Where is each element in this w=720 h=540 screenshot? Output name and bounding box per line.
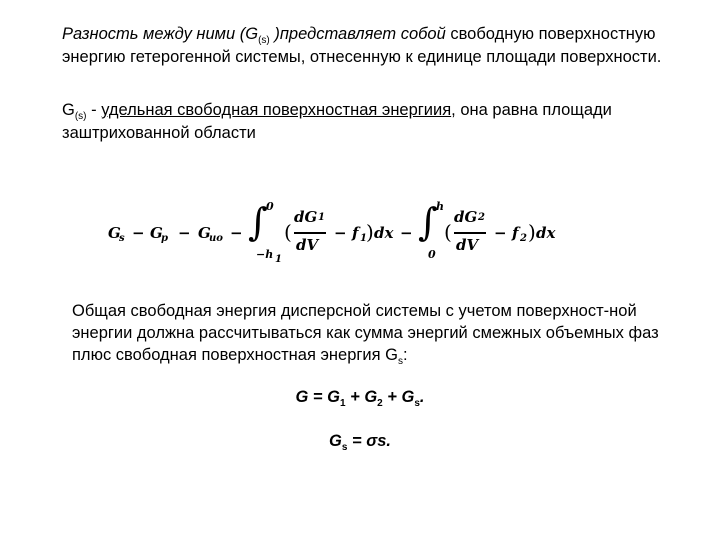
eq2-rest: = σs.: [347, 432, 391, 450]
def-underlined-term: удельная свободная поверхностная энергиия: [101, 101, 452, 119]
formula-gs: G: [108, 224, 121, 242]
formula-dx-2: dx: [536, 224, 556, 242]
integral-1: ∫: [248, 200, 268, 244]
fraction-1-bar: [294, 232, 326, 234]
fraction-1-numerator: dG: [294, 208, 318, 226]
fraction-2-numerator-sub: 2: [478, 212, 485, 223]
total-energy-paragraph: [72, 300, 672, 369]
eq1-sub-2: 2: [377, 398, 383, 409]
formula-gs-sub: s: [119, 233, 125, 244]
formula-f2-sub: 2: [520, 233, 527, 244]
integral-2-upper: h: [436, 200, 444, 213]
eq1-end: .: [419, 388, 425, 406]
fraction-2-numerator: dG: [454, 208, 478, 226]
rparen-1: ): [366, 220, 374, 244]
formula-gmo-sub: ио: [209, 233, 223, 244]
formula-gp: G: [150, 224, 163, 242]
formula-f1-sub: 1: [360, 233, 367, 244]
formula-gp-sub: p: [161, 233, 168, 244]
formula-minus-4: −: [334, 224, 347, 242]
formula-f2: f: [512, 224, 519, 242]
formula-minus-5: −: [400, 224, 413, 242]
fraction-1-numerator-sub: 1: [318, 212, 325, 223]
fraction-2-bar: [454, 232, 486, 234]
total-energy-text: Общая свободная энергия дисперсной системы с учетом поверхност-ной энергии должна рассчитываться как сумма энергий смежных объемных фаз плюс свободная поверхностная энергия G: [72, 302, 659, 364]
def-g: G: [62, 101, 75, 119]
def-g-subscript: (s): [74, 111, 87, 122]
formula-minus-2: −: [178, 224, 191, 242]
def-dash: -: [86, 101, 102, 119]
eq1-g: G = G: [295, 388, 340, 406]
formula-f1: f: [352, 224, 359, 242]
lparen-1: (: [284, 220, 292, 244]
eq1-sub-1: 1: [339, 398, 346, 409]
intro-italic-start: Разность между ними (G: [62, 25, 259, 43]
eq2-sub-s: s: [341, 442, 348, 453]
equation-surface-energy: [0, 432, 720, 451]
formula-dx-1: dx: [374, 224, 394, 242]
eq1-sub-s: s: [414, 398, 420, 409]
definition-paragraph: [62, 100, 662, 144]
eq1-plus-2: + G: [382, 388, 415, 406]
intro-text: свободную поверхностную энергию гетерогенной системы, отнесенную к единице площади поверхности.: [62, 25, 662, 66]
eq2-g: G: [329, 432, 342, 450]
rparen-2: ): [528, 220, 536, 244]
integral-1-upper: 0: [266, 200, 274, 213]
def-rest: , она равна площади заштрихованной области: [62, 101, 612, 142]
formula-gmo: G: [198, 224, 211, 242]
integral-1-lower-sub: 1: [275, 254, 282, 265]
integral-formula: [108, 196, 608, 272]
formula-minus-6: −: [494, 224, 507, 242]
lparen-2: (: [444, 220, 452, 244]
gs-subscript: (s): [258, 35, 270, 46]
total-energy-gs-sub: s: [397, 356, 403, 367]
integral-2: ∫: [418, 200, 438, 244]
eq1-plus-1: + G: [345, 388, 378, 406]
formula-minus-3: −: [230, 224, 243, 242]
equation-total-energy: [0, 388, 720, 407]
fraction-1-denominator: dV: [296, 236, 319, 254]
formula-minus-1: −: [132, 224, 145, 242]
integral-1-lower: −h: [256, 248, 274, 261]
intro-italic-end: )представляет собой: [269, 25, 446, 43]
integral-2-lower: 0: [428, 248, 436, 261]
fraction-2-denominator: dV: [456, 236, 479, 254]
total-energy-colon: :: [402, 346, 408, 364]
intro-paragraph: [62, 24, 662, 68]
